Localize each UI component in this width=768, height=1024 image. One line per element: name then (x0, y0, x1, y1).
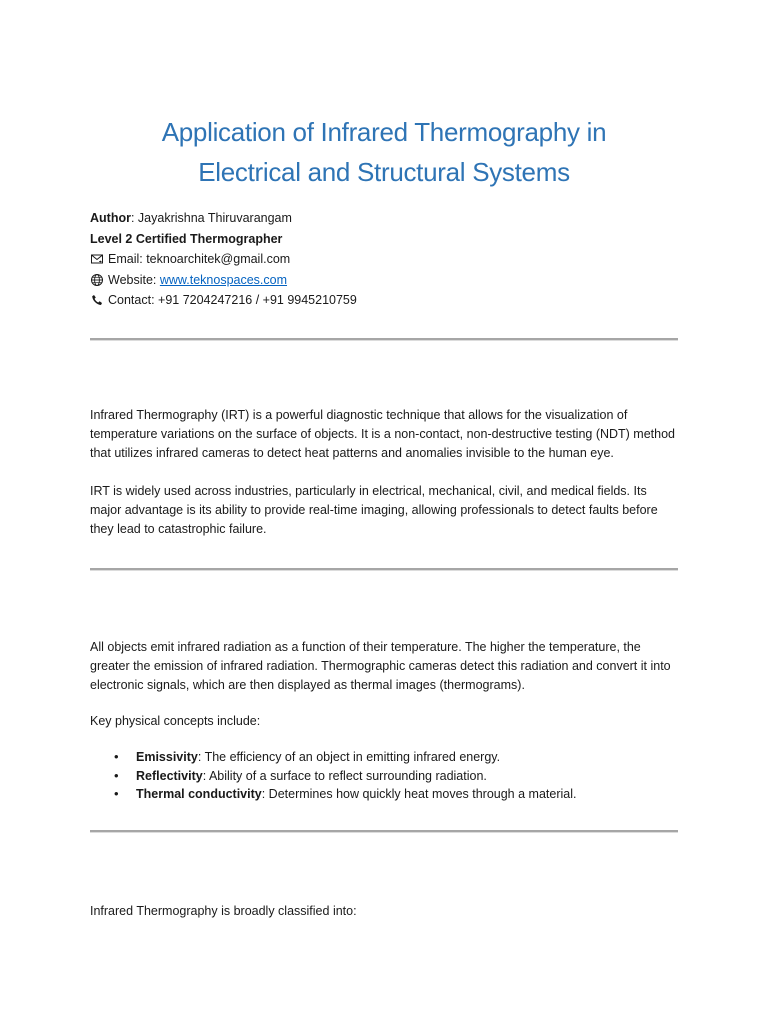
author-label: Author (90, 211, 131, 225)
concept-term: Emissivity (136, 750, 198, 764)
concept-term: Reflectivity (136, 768, 203, 783)
concept-desc: : The efficiency of an object in emitting infrared energy. (197, 750, 501, 764)
types-paragraph-1: Infrared Thermography is broadly classified into: (90, 904, 357, 918)
contact-line (90, 290, 357, 311)
section-divider-2 (90, 568, 678, 571)
author-name: : Jayakrishna Thiruvarangam (130, 211, 292, 225)
concept-desc: : Ability of a surface to reflect surrounding radiation. (202, 768, 487, 783)
list-item (114, 767, 576, 786)
contact-text: Contact: +91 7204247216 / +91 9945210759 (108, 293, 357, 307)
certification: Level 2 Certified Thermographer (90, 231, 283, 246)
concept-desc: : Determines how quickly heat moves through a material. (261, 787, 577, 801)
concept-list (114, 748, 576, 804)
author-line (90, 208, 357, 229)
website-label: Website: (108, 272, 160, 287)
intro-paragraph-2: IRT is widely used across industries, particularly in electrical, mechanical, civil, and medical fields. Its major advantage is its ability to provide real-time imaging, allowing professionals to detect faults before they lead to catastrophic failure. (90, 484, 658, 536)
section-divider-3 (90, 830, 678, 833)
concept-term: Thermal conductivity (136, 787, 262, 801)
document-title (0, 112, 768, 192)
website-link[interactable]: www.teknospaces.com (159, 272, 288, 287)
title-line-2: Electrical and Structural Systems (198, 157, 570, 187)
section-divider-1 (90, 338, 678, 341)
list-item (114, 785, 576, 804)
phone-icon (90, 293, 104, 307)
email-line (90, 249, 357, 270)
email-text: Email: teknoarchitek@gmail.com (108, 252, 291, 266)
globe-icon (90, 273, 104, 287)
principles-paragraph-2: Key physical concepts include: (90, 714, 261, 728)
principles-paragraph-1: All objects emit infrared radiation as a function of their temperature. The higher the temperature, the greater the emission of infrared radiation. Thermographic cameras detect this radiation and convert it into electronic signals, which are then displayed as thermal images (thermograms). (90, 640, 671, 692)
author-block (90, 208, 357, 311)
title-line-1: Application of Infrared Thermography in (161, 117, 607, 147)
website-line (90, 270, 357, 291)
list-item (114, 748, 576, 767)
envelope-icon (90, 252, 104, 266)
intro-paragraph-1: Infrared Thermography (IRT) is a powerful diagnostic technique that allows for the visualization of temperature variations on the surface of objects. It is a non-contact, non-destructive testing (NDT) method that utilizes infrared cameras to detect heat patterns and anomalies invisible to the human eye. (90, 408, 676, 460)
certification-line (90, 229, 357, 250)
